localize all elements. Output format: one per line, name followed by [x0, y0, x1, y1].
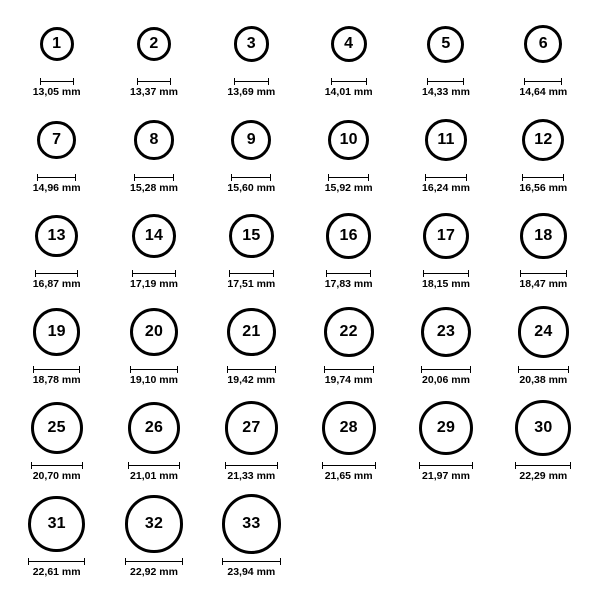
ring-cell — [495, 394, 592, 490]
ring-cell — [8, 490, 105, 586]
ring-size-label: 8 — [149, 130, 159, 148]
ring-dimension — [419, 462, 474, 482]
ring-size-label: 15 — [242, 227, 261, 244]
dimension-bar-icon — [421, 366, 471, 373]
dimension-bar-icon — [229, 270, 273, 277]
dimension-line — [524, 81, 562, 82]
ring-circle-wrap — [423, 204, 469, 268]
dimension-bar-icon — [524, 78, 562, 85]
ring-diameter-label: 19,74 mm — [324, 374, 373, 386]
ring-diameter-label: 22,61 mm — [32, 566, 81, 578]
ring-size-label: 32 — [144, 515, 164, 532]
ring-circle — [421, 307, 471, 357]
ring-circle — [31, 402, 83, 454]
ring-dimension — [130, 174, 178, 194]
dimension-bar-icon — [225, 462, 278, 469]
ring-circle-wrap — [419, 396, 474, 460]
ring-dimension — [515, 462, 571, 482]
ring-size-label: 14 — [144, 227, 164, 244]
ring-circle — [326, 213, 371, 258]
ring-circle — [522, 119, 564, 161]
dimension-line — [515, 465, 571, 466]
dimension-bar-icon — [515, 462, 571, 469]
ring-grid — [8, 10, 592, 586]
ring-cell — [105, 10, 202, 106]
ring-circle — [134, 120, 173, 159]
ring-circle-wrap — [328, 108, 369, 172]
ring-size-label: 20 — [144, 322, 164, 340]
ring-circle — [515, 400, 571, 456]
ring-circle-wrap — [522, 108, 564, 172]
ring-dimension — [421, 366, 471, 386]
ring-cell — [203, 106, 300, 202]
dimension-line — [37, 177, 75, 178]
ring-dimension — [325, 78, 373, 98]
dimension-bar-icon — [137, 78, 172, 85]
ring-circle-wrap — [421, 300, 471, 364]
ring-dimension — [227, 270, 275, 290]
dimension-line — [125, 561, 182, 562]
dimension-line — [326, 273, 371, 274]
ring-dimension — [130, 366, 178, 386]
ring-dimension — [130, 78, 178, 98]
ring-cell — [203, 10, 300, 106]
dimension-line — [522, 177, 564, 178]
ring-cell — [495, 202, 592, 298]
ring-circle-wrap — [130, 300, 178, 364]
ring-diameter-label: 21,65 mm — [324, 470, 373, 482]
ring-diameter-label: 18,15 mm — [422, 278, 470, 290]
ring-diameter-label: 14,64 mm — [519, 86, 568, 98]
ring-circle-wrap — [524, 12, 562, 76]
ring-circle-wrap — [35, 204, 78, 268]
ring-dimension — [33, 270, 81, 290]
ring-circle — [427, 26, 464, 63]
ring-diameter-label: 20,06 mm — [422, 374, 470, 386]
dimension-line — [518, 369, 569, 370]
ring-cell — [397, 298, 494, 394]
ring-cell — [203, 298, 300, 394]
ring-dimension — [227, 78, 275, 98]
ring-circle-wrap — [518, 300, 569, 364]
ring-size-label: 6 — [538, 34, 548, 52]
dimension-line — [40, 81, 74, 82]
dimension-bar-icon — [31, 462, 83, 469]
dimension-bar-icon — [322, 462, 376, 469]
ring-circle-wrap — [331, 12, 367, 76]
dimension-bar-icon — [128, 462, 181, 469]
ring-cell — [105, 490, 202, 586]
ring-circle — [130, 308, 178, 356]
dimension-bar-icon — [35, 270, 78, 277]
dimension-line — [134, 177, 173, 178]
ring-circle-wrap — [520, 204, 567, 268]
dimension-bar-icon — [28, 558, 84, 565]
ring-cell — [8, 202, 105, 298]
ring-size-label: 27 — [242, 418, 261, 436]
ring-size-label: 10 — [339, 130, 358, 148]
ring-circle-wrap — [128, 396, 181, 460]
ring-diameter-label: 14,96 mm — [32, 182, 81, 194]
ring-cell — [300, 106, 397, 202]
ring-size-label: 28 — [339, 418, 358, 436]
ring-circle — [35, 215, 78, 258]
dimension-bar-icon — [419, 462, 474, 469]
ring-circle-wrap — [31, 396, 83, 460]
ring-diameter-label: 22,92 mm — [130, 566, 178, 578]
ring-circle-wrap — [222, 492, 282, 556]
ring-size-label: 23 — [436, 323, 456, 340]
dimension-line — [229, 273, 273, 274]
ring-dimension — [322, 462, 376, 482]
dimension-line — [128, 465, 181, 466]
dimension-line — [28, 561, 84, 562]
ring-circle — [331, 26, 367, 62]
ring-dimension — [422, 270, 470, 290]
ring-diameter-label: 22,29 mm — [519, 470, 568, 482]
ring-cell — [495, 298, 592, 394]
ring-cell — [8, 106, 105, 202]
dimension-line — [520, 273, 567, 274]
ring-circle — [518, 306, 569, 357]
ring-diameter-label: 21,97 mm — [422, 470, 470, 482]
ring-cell — [203, 394, 300, 490]
ring-size-label: 31 — [47, 514, 66, 532]
dimension-line — [31, 465, 83, 466]
ring-size-label: 29 — [436, 418, 456, 436]
ring-circle — [520, 213, 567, 260]
ring-diameter-label: 17,83 mm — [324, 278, 373, 290]
dimension-bar-icon — [33, 366, 80, 373]
ring-circle-wrap — [137, 12, 172, 76]
ring-circle-wrap — [125, 492, 182, 556]
dimension-line — [231, 177, 271, 178]
ring-circle-wrap — [425, 108, 466, 172]
ring-dimension — [519, 174, 567, 194]
ring-diameter-label: 17,51 mm — [227, 278, 276, 290]
ring-diameter-label: 17,19 mm — [130, 278, 178, 290]
dimension-line — [33, 369, 80, 370]
ring-circle — [225, 401, 278, 454]
ring-circle — [128, 402, 181, 455]
ring-size-label: 11 — [437, 130, 455, 148]
ring-size-label: 9 — [246, 130, 256, 148]
dimension-bar-icon — [130, 366, 178, 373]
dimension-line — [227, 369, 276, 370]
ring-size-label: 21 — [242, 323, 261, 340]
ring-size-label: 26 — [144, 418, 164, 436]
ring-diameter-label: 23,94 mm — [227, 566, 276, 578]
ring-cell — [8, 394, 105, 490]
dimension-bar-icon — [222, 558, 282, 565]
ring-circle — [524, 25, 562, 63]
ring-cell — [495, 106, 592, 202]
ring-diameter-label: 21,33 mm — [227, 470, 276, 482]
dimension-bar-icon — [231, 174, 271, 181]
ring-dimension — [518, 366, 569, 386]
ring-cell — [397, 394, 494, 490]
ring-diameter-label: 13,69 mm — [227, 86, 276, 98]
ring-circle-wrap — [231, 108, 271, 172]
ring-circle — [234, 26, 270, 62]
ring-circle — [229, 214, 273, 258]
ring-dimension — [422, 78, 470, 98]
ring-dimension — [130, 270, 178, 290]
ring-circle — [322, 401, 376, 455]
dimension-bar-icon — [134, 174, 173, 181]
dimension-bar-icon — [37, 174, 75, 181]
dimension-bar-icon — [227, 366, 276, 373]
ring-circle-wrap — [324, 300, 374, 364]
ring-dimension — [227, 366, 276, 386]
ring-dimension — [128, 462, 181, 482]
ring-size-label: 19 — [47, 322, 66, 340]
ring-dimension — [31, 462, 83, 482]
ring-size-label: 3 — [246, 35, 256, 52]
ring-size-label: 22 — [339, 323, 358, 340]
ring-circle — [40, 27, 74, 61]
dimension-bar-icon — [324, 366, 374, 373]
dimension-line — [322, 465, 376, 466]
ring-dimension — [225, 462, 278, 482]
ring-circle-wrap — [134, 108, 173, 172]
ring-circle — [227, 308, 276, 357]
ring-circle-wrap — [427, 12, 464, 76]
ring-size-label: 4 — [344, 35, 354, 52]
dimension-line — [222, 561, 282, 562]
ring-size-label: 30 — [534, 418, 553, 436]
ring-cell — [300, 202, 397, 298]
ring-diameter-label: 15,28 mm — [130, 182, 178, 194]
ring-circle-wrap — [28, 492, 84, 556]
dimension-line — [427, 81, 464, 82]
dimension-line — [421, 369, 471, 370]
ring-cell — [203, 202, 300, 298]
dimension-line — [225, 465, 278, 466]
ring-circle-wrap — [322, 396, 376, 460]
ring-cell — [8, 298, 105, 394]
ring-cell — [300, 10, 397, 106]
dimension-bar-icon — [427, 78, 464, 85]
ring-dimension — [125, 558, 182, 578]
ring-cell — [300, 298, 397, 394]
dimension-bar-icon — [132, 270, 176, 277]
ring-circle — [222, 494, 282, 554]
ring-circle — [425, 119, 466, 160]
ring-diameter-label: 16,56 mm — [519, 182, 568, 194]
ring-dimension — [325, 174, 373, 194]
ring-circle — [137, 27, 172, 62]
ring-size-label: 1 — [52, 35, 62, 52]
ring-diameter-label: 15,60 mm — [227, 182, 276, 194]
dimension-bar-icon — [520, 270, 567, 277]
ring-circle — [132, 214, 176, 258]
dimension-line — [132, 273, 176, 274]
dimension-bar-icon — [423, 270, 469, 277]
ring-diameter-label: 18,78 mm — [32, 374, 81, 386]
ring-size-label: 25 — [47, 419, 66, 436]
ring-size-label: 17 — [436, 226, 456, 244]
ring-circle — [324, 307, 374, 357]
ring-size-label: 13 — [47, 227, 66, 244]
dimension-line — [35, 273, 78, 274]
ring-cell — [203, 490, 300, 586]
dimension-bar-icon — [234, 78, 270, 85]
ring-diameter-label: 19,10 mm — [130, 374, 178, 386]
dimension-bar-icon — [40, 78, 74, 85]
dimension-line — [419, 465, 474, 466]
ring-cell — [300, 394, 397, 490]
ring-dimension — [324, 366, 374, 386]
ring-size-label: 5 — [441, 35, 451, 52]
ring-size-label: 12 — [534, 130, 553, 148]
ring-cell — [105, 298, 202, 394]
ring-circle — [328, 120, 369, 161]
ring-diameter-label: 14,33 mm — [422, 86, 470, 98]
ring-circle-wrap — [515, 396, 571, 460]
ring-size-label: 7 — [52, 130, 62, 148]
ring-circle — [28, 496, 84, 552]
dimension-line — [234, 81, 270, 82]
ring-circle — [33, 308, 80, 355]
ring-diameter-label: 14,01 mm — [324, 86, 373, 98]
ring-circle-wrap — [234, 12, 270, 76]
ring-cell — [397, 202, 494, 298]
ring-circle — [125, 495, 182, 552]
dimension-bar-icon — [331, 78, 367, 85]
dimension-line — [130, 369, 178, 370]
dimension-line — [425, 177, 466, 178]
ring-circle-wrap — [225, 396, 278, 460]
ring-diameter-label: 13,37 mm — [130, 86, 178, 98]
ring-dimension — [519, 78, 567, 98]
ring-circle-wrap — [227, 300, 276, 364]
ring-size-label: 18 — [534, 226, 553, 244]
dimension-line — [137, 81, 172, 82]
ring-size-label: 33 — [242, 514, 261, 532]
ring-size-label: 16 — [339, 227, 358, 244]
ring-circle — [423, 213, 469, 259]
dimension-bar-icon — [326, 270, 371, 277]
dimension-bar-icon — [328, 174, 369, 181]
ring-dimension — [33, 174, 81, 194]
ring-circle-wrap — [132, 204, 176, 268]
ring-diameter-label: 13,05 mm — [32, 86, 81, 98]
ring-dimension — [325, 270, 373, 290]
ring-dimension — [33, 366, 81, 386]
ring-diameter-label: 18,47 mm — [519, 278, 568, 290]
ring-cell — [105, 394, 202, 490]
dimension-line — [324, 369, 374, 370]
dimension-line — [423, 273, 469, 274]
ring-circle — [419, 401, 474, 456]
ring-cell — [105, 106, 202, 202]
ring-cell — [495, 10, 592, 106]
dimension-bar-icon — [125, 558, 182, 565]
ring-circle-wrap — [229, 204, 273, 268]
ring-diameter-label: 21,01 mm — [130, 470, 178, 482]
ring-circle-wrap — [33, 300, 80, 364]
ring-diameter-label: 15,92 mm — [324, 182, 373, 194]
dimension-line — [331, 81, 367, 82]
ring-diameter-label: 20,70 mm — [32, 470, 81, 482]
ring-dimension — [222, 558, 282, 578]
ring-circle — [37, 121, 75, 159]
ring-diameter-label: 20,38 mm — [519, 374, 568, 386]
ring-dimension — [519, 270, 567, 290]
ring-diameter-label: 16,24 mm — [422, 182, 470, 194]
ring-diameter-label: 19,42 mm — [227, 374, 276, 386]
dimension-bar-icon — [518, 366, 569, 373]
ring-diameter-label: 16,87 mm — [32, 278, 81, 290]
ring-cell — [397, 10, 494, 106]
ring-dimension — [33, 78, 81, 98]
ring-size-label: 2 — [149, 35, 159, 52]
dimension-bar-icon — [425, 174, 466, 181]
ring-circle — [231, 120, 271, 160]
ring-cell — [397, 106, 494, 202]
ring-cell — [8, 10, 105, 106]
ring-circle-wrap — [40, 12, 74, 76]
ring-size-label: 24 — [534, 323, 553, 340]
ring-dimension — [227, 174, 275, 194]
ring-dimension — [28, 558, 84, 578]
ring-circle-wrap — [37, 108, 75, 172]
ring-cell — [105, 202, 202, 298]
ring-dimension — [422, 174, 470, 194]
ring-circle-wrap — [326, 204, 371, 268]
dimension-bar-icon — [522, 174, 564, 181]
dimension-line — [328, 177, 369, 178]
